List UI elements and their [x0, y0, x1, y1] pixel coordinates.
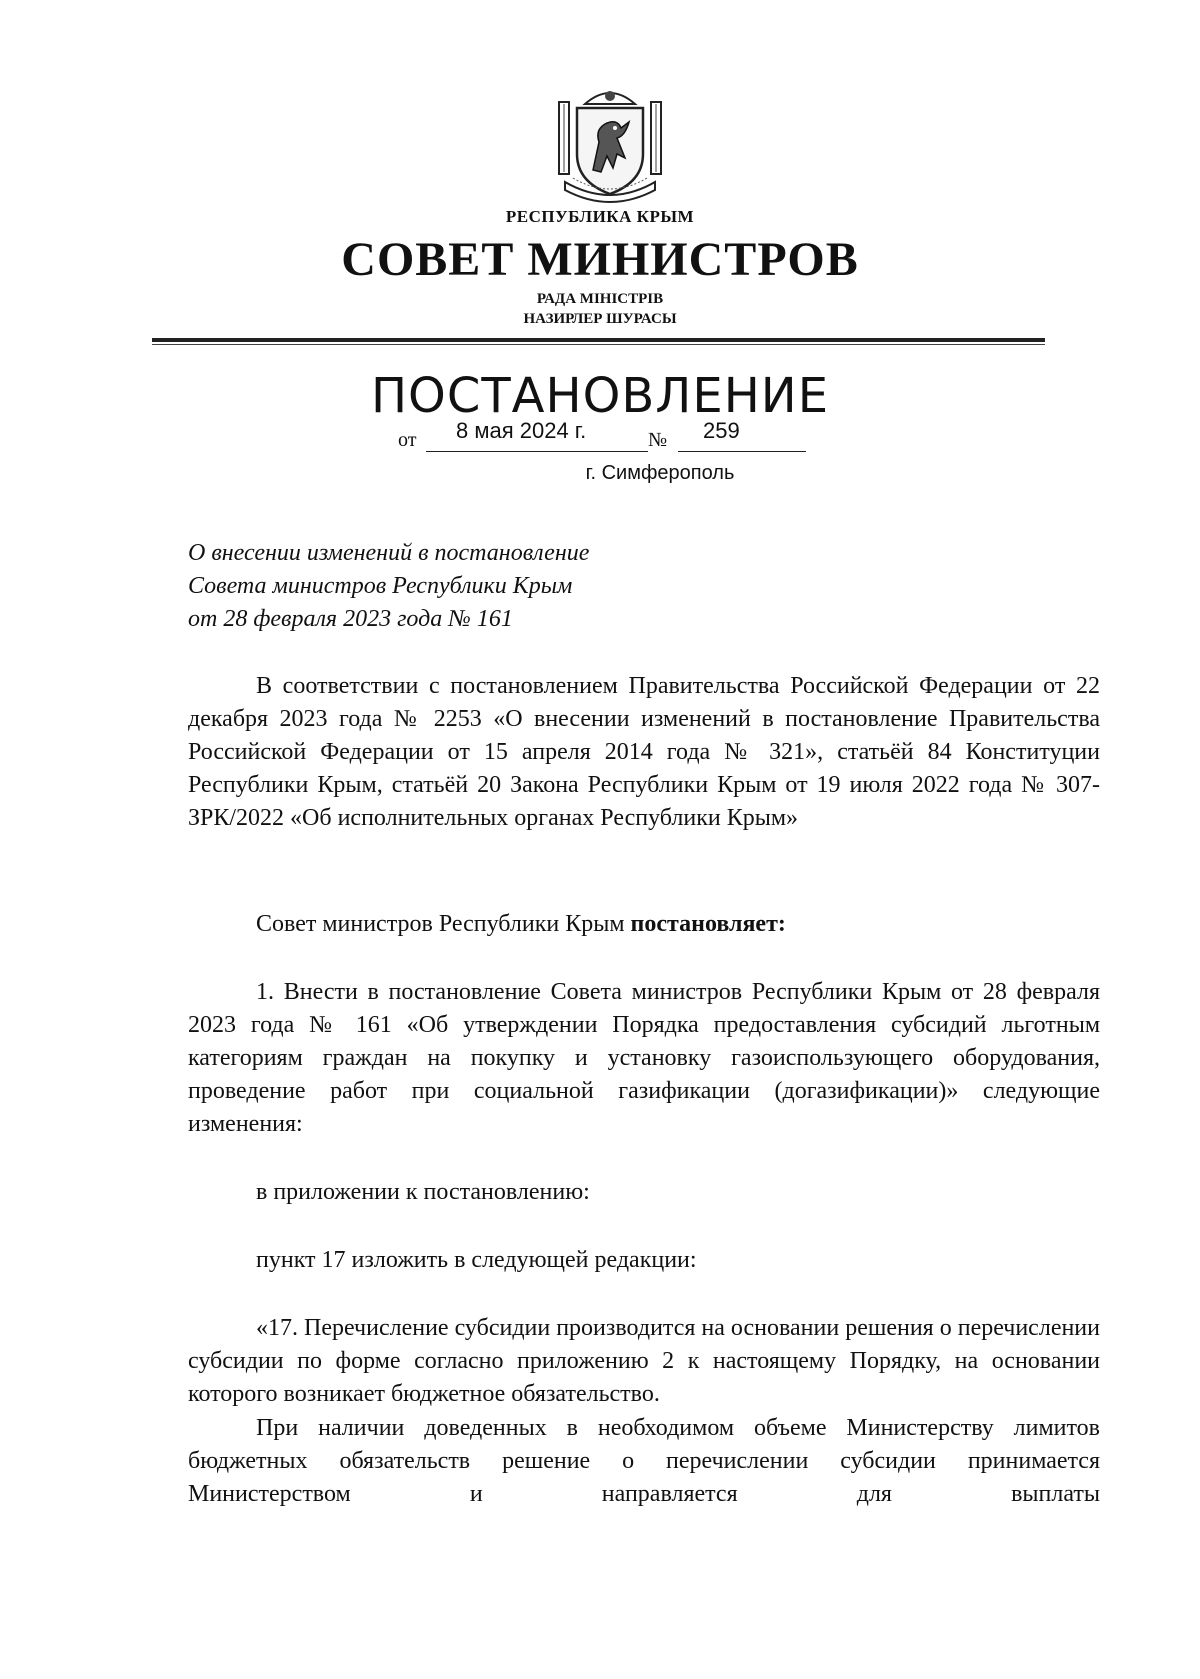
city: г. Симферополь — [585, 462, 735, 484]
decree-subject — [188, 537, 788, 636]
number-underline — [678, 451, 806, 452]
paragraph-clause-17-text: «17. Перечисление субсидии производится на основании решения о перечислении субсидии по форме согласно приложению 2 к настоящему Порядку, на основании которого возникает бюджетное обязательство. — [188, 1315, 1100, 1407]
date-underline — [426, 451, 648, 452]
paragraph-appendix: в приложении к постановлению: — [256, 1179, 590, 1205]
subject-line-2: Совета министров Республики Крым — [188, 573, 573, 599]
subject-line-1: О внесении изменений в постановление — [188, 540, 590, 566]
paragraph-item-1: 1. Внести в постановление Совета министров Республики Крым от 28 февраля 2023 года № 161 «Об утверждении Порядка предоставления субсидий льготным категориям граждан на покупку и установку газоиспользующего оборудования, проведение работ при социальной газификации (догазификации)» следующие изменения: — [188, 979, 1100, 1137]
paragraph-clause-17: пункт 17 изложить в следующей редакции: — [256, 1247, 697, 1273]
resolves-text: Совет министров Республики Крым — [256, 911, 631, 937]
number-label: № — [648, 429, 668, 451]
document-type-title: ПОСТАНОВЛЕНИЕ — [370, 368, 830, 424]
republic-name: РЕСПУБЛИКА КРЫМ — [505, 207, 695, 226]
decree-date-line — [398, 416, 808, 456]
council-name-ukrainian: РАДА МІНІСТРІВ — [536, 291, 664, 307]
decree-date: 8 мая 2024 г. — [456, 418, 587, 443]
decree-number: 259 — [703, 418, 740, 443]
paragraph-resolves — [188, 908, 1100, 941]
council-name: СОВЕТ МИНИСТРОВ — [341, 233, 859, 286]
from-label: от — [398, 429, 417, 451]
subject-line-3: от 28 февраля 2023 года № 161 — [188, 606, 513, 632]
council-name-crimean-tatar: НАЗИРЛЕР ШУРАСЫ — [523, 311, 677, 327]
paragraph-preamble: В соответствии с постановлением Правительства Российской Федерации от 22 декабря 2023 года № 2253 «О внесении изменений в постановление Правительства Российской Федерации от 15 апреля 2014 года № 321», статьёй 84 Конституции Республики Крым, статьёй 20 Закона Республики Крым от 19 июля 2022 года № 307-ЗРК/2022 «Об исполнительных органах Республики Крым» — [188, 673, 1100, 831]
resolves-keyword: постановляет: — [630, 911, 786, 937]
crimea-coat-of-arms-icon — [555, 82, 665, 212]
header-divider-thin — [152, 344, 1045, 345]
header-divider — [152, 338, 1045, 342]
paragraph-limits: При наличии доведенных в необходимом объеме Министерству лимитов бюджетных обязательств решение о перечислении субсидии принимается Министерством и направляется для выплаты — [188, 1415, 1100, 1507]
